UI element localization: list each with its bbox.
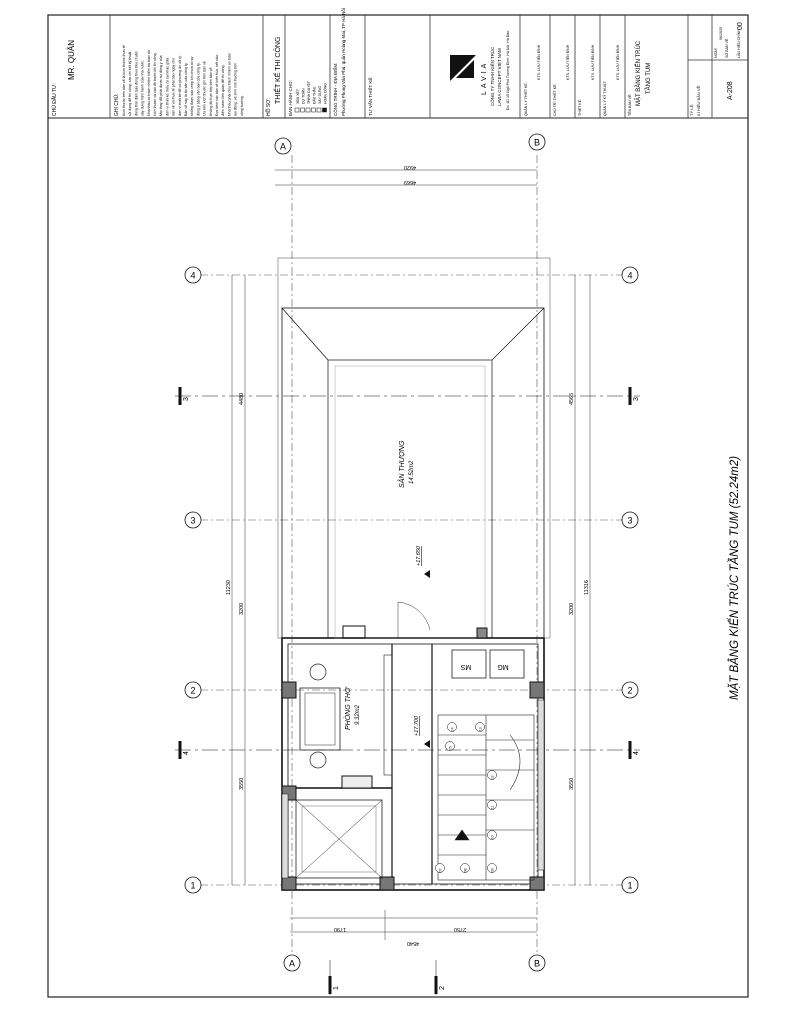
- role-label: QUẢN LÝ THIẾT KẾ:: [524, 82, 528, 116]
- svg-text:08: 08: [463, 868, 468, 873]
- grid-bubble-a-bottom: [284, 955, 300, 971]
- issue-option-label: HOÀN CÔNG: [323, 83, 328, 104]
- svg-text:09: 09: [490, 868, 495, 873]
- room-san-thuong-area: 14.52m2: [409, 460, 415, 484]
- role-name: KTS. LƯU TIẾN BÌNH: [566, 44, 570, 80]
- building-walls: [282, 638, 544, 890]
- grid-bubble-col-right: [622, 877, 638, 893]
- dim-width-part-1: 1790: [333, 926, 347, 932]
- stair-step-number: [488, 864, 497, 873]
- issue-label: BAN HÀNH CHO:: [288, 80, 293, 116]
- sheet-title-line2: TẦNG TUM: [646, 62, 652, 94]
- svg-text:3: 3: [633, 397, 640, 401]
- grid-bubble-a-top: [275, 138, 291, 154]
- dim-top-chain-1: 3550: [239, 777, 245, 790]
- role-label: QUẢN LÝ KỸ THUẬT:: [603, 80, 607, 116]
- svg-text:3: 3: [627, 515, 633, 526]
- file-value: THIẾT KẾ THI CÔNG: [275, 36, 282, 104]
- grid-bubble-col-left: [185, 682, 201, 698]
- note-line: Đọc kèm các bản vẽ kiến trúc, kết cấu,: [215, 54, 219, 116]
- note-line: đồng ý bằng văn bản của công ty.: [196, 62, 201, 116]
- dim-top-chain-2: 3200: [239, 602, 245, 615]
- dim-bottom-total: 11316: [584, 580, 590, 595]
- company-name-2: LAVIA CONCEPT VIỆT NAM: [497, 48, 502, 106]
- issue-option-label: XÂY DỰNG: [318, 85, 322, 104]
- svg-text:13: 13: [478, 727, 483, 732]
- dim-right-1: 4920: [403, 164, 417, 170]
- rev-label: LẦN HIỆU CHỈNH: [737, 29, 741, 58]
- svg-text:4: 4: [183, 751, 190, 755]
- role-name: KTS. LƯU TIẾN BÌNH: [616, 44, 620, 80]
- equipment-mg-label: MG: [497, 663, 509, 670]
- issue-checkbox: [301, 108, 305, 112]
- roles: [523, 44, 632, 116]
- note-line: kích thước và cao độ trước khi thi công.: [153, 52, 157, 116]
- grid-bubble-b-bottom: [529, 955, 545, 971]
- issue-checkbox: [312, 108, 316, 112]
- note-line: sử dụng để thi công, các chi tiết kỹ thuật: [128, 51, 133, 116]
- date-value: 06/2025: [719, 27, 723, 40]
- issue-option-label: DỰ TOÁN: [301, 88, 306, 104]
- note-line: không được sao chép khi chưa có sự: [190, 56, 195, 116]
- note-line: bản vẽ và thực tế phải báo ngay cho: [171, 57, 176, 116]
- stair-step-number: [436, 864, 445, 873]
- lavia-logo: [450, 55, 476, 81]
- role-label: CHỦ TRÌ THIẾT KẾ:: [553, 83, 557, 116]
- level-mark-terrace: +17.650: [416, 545, 422, 566]
- equipment-ms-label: MS: [460, 663, 472, 670]
- owner-label: CHỦ ĐẦU TƯ:: [52, 83, 58, 116]
- section-mark: [435, 976, 447, 994]
- svg-text:2: 2: [439, 986, 446, 990]
- notes-text: [122, 45, 244, 116]
- stair-step-number: [461, 864, 470, 873]
- stair-step-number: [446, 742, 455, 751]
- room-phong-tho-name: PHÒNG THỜ: [345, 687, 352, 730]
- date-label: NGÀY: [714, 47, 718, 58]
- svg-text:3: 3: [190, 515, 196, 526]
- company-logo-text: LAVIA: [481, 60, 488, 95]
- worship-room-furniture: [296, 655, 392, 878]
- svg-text:14: 14: [450, 727, 455, 732]
- drawing-title: MẶT BẰNG KIẾN TRÚC TẦNG TUM (52.24m2): [729, 455, 741, 700]
- level-marker-icon: [424, 740, 430, 748]
- note-line: Mọi thay đổi phải được sự đồng ý của: [159, 55, 164, 116]
- role-label: THIẾT KẾ:: [578, 98, 582, 116]
- dim-bottom-chain-1: 3550: [569, 777, 575, 790]
- stair-step-number: [488, 831, 497, 840]
- note-line: xây dựng hiện hành của nhà nước.: [140, 59, 145, 116]
- note-line: đơn vị thiết kế để có phương án xử lý.: [177, 55, 182, 116]
- stair-step-number: [488, 801, 497, 810]
- role-name: KTS. LƯU TIẾN BÌNH: [591, 44, 595, 80]
- role-name: KTS. LƯU TIẾN BÌNH: [537, 44, 541, 80]
- grid-bubble-col-right: [622, 682, 638, 698]
- svg-text:15: 15: [448, 746, 453, 751]
- sheet-border: [48, 15, 748, 997]
- dim-top-total: 11230: [226, 580, 232, 595]
- svg-text:4: 4: [627, 270, 633, 281]
- issue-checkbox: [306, 108, 310, 112]
- terrace: [278, 258, 550, 638]
- svg-text:1: 1: [627, 880, 633, 891]
- svg-text:3: 3: [183, 397, 190, 401]
- project-label: CÔNG TRÌNH - ĐỊA ĐIỂM:: [333, 62, 338, 116]
- dim-right-2: 4669: [403, 179, 417, 185]
- note-line: điện nước liên quan để thi công.: [221, 64, 226, 116]
- svg-text:4: 4: [190, 270, 196, 281]
- svg-text:1: 1: [333, 986, 340, 990]
- svg-text:2: 2: [190, 685, 196, 696]
- grid-bubble-col-left: [185, 512, 201, 528]
- grid-bubble-col-left: [185, 877, 201, 893]
- sheet-number: A-208: [727, 81, 734, 100]
- room-phong-tho-area: 9.32m2: [355, 704, 361, 725]
- consultant-label: TƯ VẤN THIẾT KẾ:: [368, 76, 373, 116]
- role-label: TÊN BẢN VẼ:: [628, 93, 632, 116]
- svg-text:12: 12: [490, 775, 495, 780]
- scale-label: TỶ LỆ:: [689, 103, 694, 116]
- level-mark-worship: +17.700: [414, 715, 420, 736]
- file-label: HỒ SƠ:: [266, 98, 272, 116]
- dim-width-total: 4540: [406, 940, 420, 946]
- issue-checkbox: [295, 108, 299, 112]
- company-address: Đc: 4D 15 Ngõ Phố Trương Định, Hà Nội, Hà Bảo: [506, 30, 510, 110]
- issue-option-label: TRÌNH DUYỆT: [307, 81, 311, 104]
- svg-text:07: 07: [438, 868, 443, 873]
- company-name: CÔNG TY TNHH KIẾN TRÚC: [490, 46, 495, 106]
- svg-text:1: 1: [190, 880, 196, 891]
- project-value: Phường Phong Vân Phú, quận Hoàng Mai, TP Hà Nội: [341, 8, 346, 116]
- svg-text:B: B: [533, 137, 541, 148]
- stair-step-number: [476, 723, 485, 732]
- equipment: [452, 650, 524, 678]
- note-line: Bản vẽ này là tài sản của công ty,: [184, 62, 188, 116]
- floor-plan: [175, 134, 741, 995]
- grid-bubble-col-right: [622, 267, 638, 283]
- note-line: Nhà thầu phải chịu trách nhiệm an toàn: [227, 53, 232, 116]
- svg-text:10: 10: [490, 835, 495, 840]
- owner-name: MR. QUÂN: [67, 40, 76, 80]
- dim-width-part-2: 2750: [453, 926, 467, 932]
- rev-value: 00: [737, 22, 744, 30]
- dim-bottom-chain-3: 4565: [569, 392, 575, 405]
- svg-text:A: A: [279, 141, 287, 152]
- note-line: đơn vị thiết kế. Nếu có sai khác giữa: [165, 57, 170, 116]
- note-line: Nhà thầu có trách nhiệm kiểm tra toàn bộ: [146, 50, 151, 116]
- dim-top-chain-3: 4480: [239, 392, 245, 405]
- svg-text:2: 2: [627, 685, 633, 696]
- note-line: đồng thời đảm bảo đúng theo tiêu chuẩn: [134, 51, 139, 116]
- svg-text:B: B: [533, 958, 541, 969]
- notes-label: GHI CHÚ:: [114, 93, 120, 116]
- stair-step-number: [488, 771, 497, 780]
- note-line: Ưu tiên kích thước ghi trên bản vẽ.: [202, 60, 207, 116]
- svg-text:4: 4: [633, 751, 640, 755]
- grid-bubble-b-top: [529, 134, 545, 150]
- issue-checkbox: [317, 108, 321, 112]
- staircase: [438, 715, 534, 880]
- sheet-no-label: KÍ HIỆU BẢN VẼ:: [696, 84, 701, 116]
- grid-bubble-col-left: [185, 267, 201, 283]
- stair-step-number: [448, 723, 457, 732]
- note-line: lao động, vệ sinh môi trường trên: [233, 62, 238, 116]
- room-san-thuong-name: SÂN THƯỢNG: [399, 440, 406, 488]
- grid-lines: [200, 155, 633, 955]
- level-marker-icon: [424, 570, 430, 578]
- svg-text:11: 11: [490, 805, 495, 810]
- sheet-title-line1: MẶT BẰNG KIẾN TRÚC: [636, 40, 642, 106]
- issue-option-label: ĐẤU THẦU: [312, 86, 317, 104]
- grid-bubble-col-right: [622, 512, 638, 528]
- section-mark: [329, 976, 341, 994]
- note-line: Không đo trực tiếp trên bản vẽ.: [208, 66, 213, 116]
- issue-checkbox: [323, 108, 327, 112]
- issue-option-label: XEM XÉT: [296, 89, 300, 104]
- svg-text:A: A: [288, 958, 296, 969]
- code-label: SỐ BẢN VẼ: [725, 38, 729, 58]
- note-line: Kích thước trên bản vẽ là kích thước thực tế: [122, 45, 126, 116]
- note-line: công trường.: [239, 95, 244, 116]
- dim-bottom-chain-2: 3200: [569, 602, 575, 615]
- issue-options: [295, 81, 328, 112]
